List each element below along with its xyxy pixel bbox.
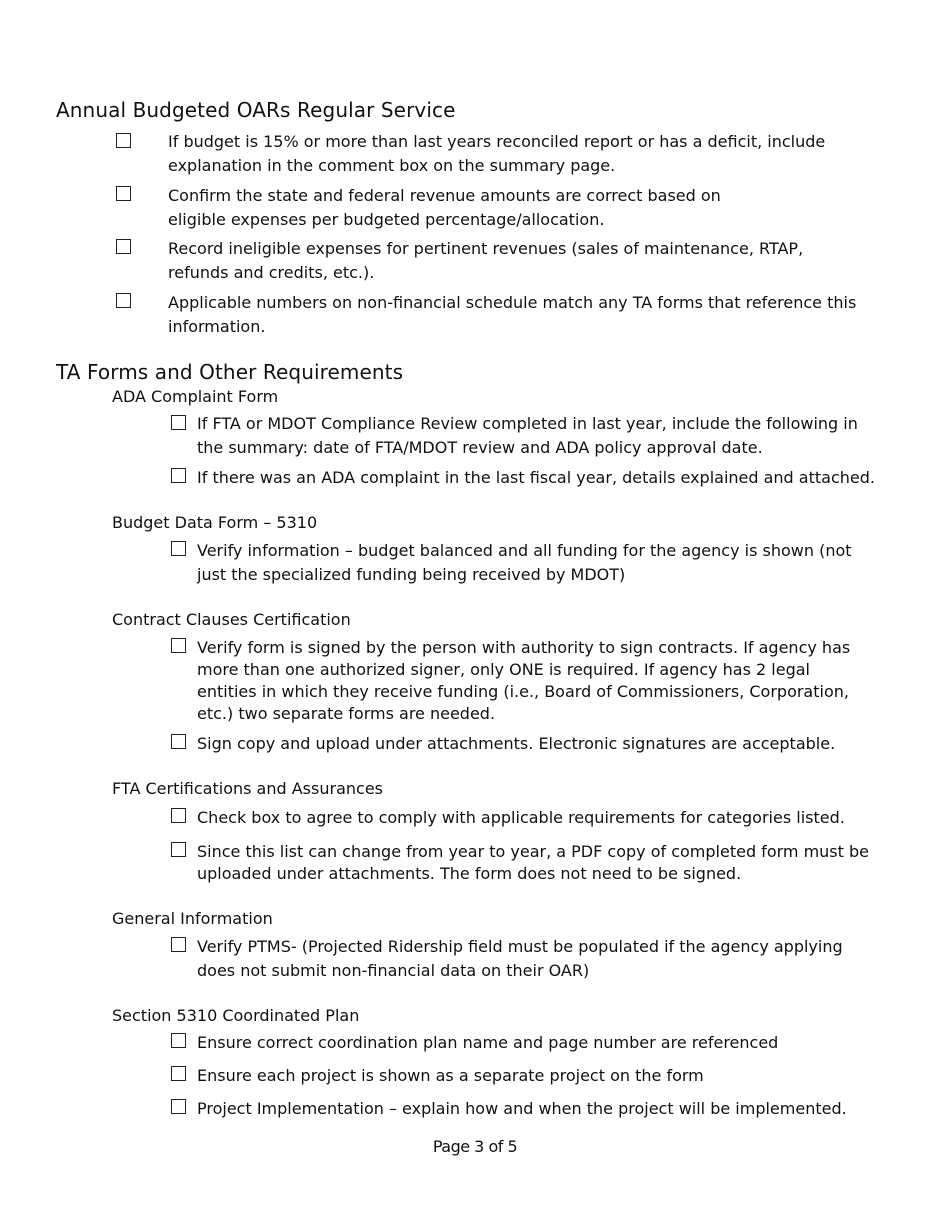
checkbox-contract-1[interactable] xyxy=(171,638,186,653)
ada-item-2: If there was an ADA complaint in the last fiscal year, details explained and attached. xyxy=(197,468,875,487)
fta-item-2-line1: Since this list can change from year to year, a PDF copy of completed form must be xyxy=(197,842,869,861)
checkbox-plan-3[interactable] xyxy=(171,1099,186,1114)
ada-item-1 xyxy=(197,412,858,460)
oars-item-3-line2: refunds and credits, etc.). xyxy=(168,263,375,282)
oars-item-1-line2: explanation in the comment box on the summary page. xyxy=(168,156,616,175)
section-title-ta-forms: TA Forms and Other Requirements xyxy=(56,360,404,384)
plan-item-3: Project Implementation – explain how and when the project will be implemented. xyxy=(197,1099,847,1118)
checkbox-ada-2[interactable] xyxy=(171,468,186,483)
ada-item-1-line1: If FTA or MDOT Compliance Review completed in last year, include the following in xyxy=(197,414,858,433)
checkbox-oars-4[interactable] xyxy=(116,293,131,308)
fta-item-2 xyxy=(197,841,869,885)
oars-item-4-line2: information. xyxy=(168,317,266,336)
checkbox-oars-2[interactable] xyxy=(116,186,131,201)
checkbox-ada-1[interactable] xyxy=(171,415,186,430)
checkbox-oars-1[interactable] xyxy=(116,133,131,148)
oars-item-4-line1: Applicable numbers on non-financial schedule match any TA forms that reference this xyxy=(168,293,857,312)
oars-item-1 xyxy=(168,130,825,178)
oars-item-1-line1: If budget is 15% or more than last years reconciled report or has a deficit, include xyxy=(168,132,826,151)
oars-item-4 xyxy=(168,291,856,339)
oars-item-2 xyxy=(168,184,721,232)
contract-item-2: Sign copy and upload under attachments. Electronic signatures are acceptable. xyxy=(197,734,836,753)
contract-item-1-line4: etc.) two separate forms are needed. xyxy=(197,704,496,723)
contract-item-1-line3: entities in which they receive funding (i.e., Board of Commissioners, Corporation, xyxy=(197,682,849,701)
ada-item-1-line2: the summary: date of FTA/MDOT review and ADA policy approval date. xyxy=(197,438,763,457)
plan-item-1: Ensure correct coordination plan name and page number are referenced xyxy=(197,1033,779,1052)
checkbox-fta-2[interactable] xyxy=(171,842,186,857)
contract-item-1 xyxy=(197,637,850,725)
subsection-title-budget: Budget Data Form – 5310 xyxy=(112,513,318,532)
contract-item-1-line2: more than one authorized signer, only ONE is required. If agency has 2 legal xyxy=(197,660,810,679)
checkbox-plan-2[interactable] xyxy=(171,1066,186,1081)
checkbox-contract-2[interactable] xyxy=(171,734,186,749)
general-item-1 xyxy=(197,935,843,983)
budget-item-1 xyxy=(197,539,852,587)
checkbox-fta-1[interactable] xyxy=(171,808,186,823)
contract-item-1-line1: Verify form is signed by the person with authority to sign contracts. If agency has xyxy=(197,638,851,657)
oars-item-3 xyxy=(168,237,803,285)
subsection-title-general: General Information xyxy=(112,909,273,928)
checkbox-general-1[interactable] xyxy=(171,937,186,952)
section-title-oars: Annual Budgeted OARs Regular Service xyxy=(56,98,456,122)
checkbox-plan-1[interactable] xyxy=(171,1033,186,1048)
budget-item-1-line1: Verify information – budget balanced and all funding for the agency is shown (not xyxy=(197,541,852,560)
plan-item-2: Ensure each project is shown as a separate project on the form xyxy=(197,1066,704,1085)
subsection-title-plan: Section 5310 Coordinated Plan xyxy=(112,1006,360,1025)
fta-item-1: Check box to agree to comply with applicable requirements for categories listed. xyxy=(197,808,845,827)
page-number: Page 3 of 5 xyxy=(432,1137,518,1156)
checkbox-oars-3[interactable] xyxy=(116,239,131,254)
budget-item-1-line2: just the specialized funding being received by MDOT) xyxy=(197,565,626,584)
general-item-1-line2: does not submit non-financial data on their OAR) xyxy=(197,961,590,980)
oars-item-2-line1: Confirm the state and federal revenue amounts are correct based on xyxy=(168,186,721,205)
fta-item-2-line2: uploaded under attachments. The form does not need to be signed. xyxy=(197,864,742,883)
general-item-1-line1: Verify PTMS- (Projected Ridership field must be populated if the agency applying xyxy=(197,937,843,956)
subsection-title-fta: FTA Certifications and Assurances xyxy=(112,779,383,798)
oars-item-2-line2: eligible expenses per budgeted percentage/allocation. xyxy=(168,210,605,229)
oars-item-3-line1: Record ineligible expenses for pertinent revenues (sales of maintenance, RTAP, xyxy=(168,239,804,258)
subsection-title-ada: ADA Complaint Form xyxy=(112,387,279,406)
checkbox-budget-1[interactable] xyxy=(171,541,186,556)
subsection-title-contract: Contract Clauses Certification xyxy=(112,610,351,629)
